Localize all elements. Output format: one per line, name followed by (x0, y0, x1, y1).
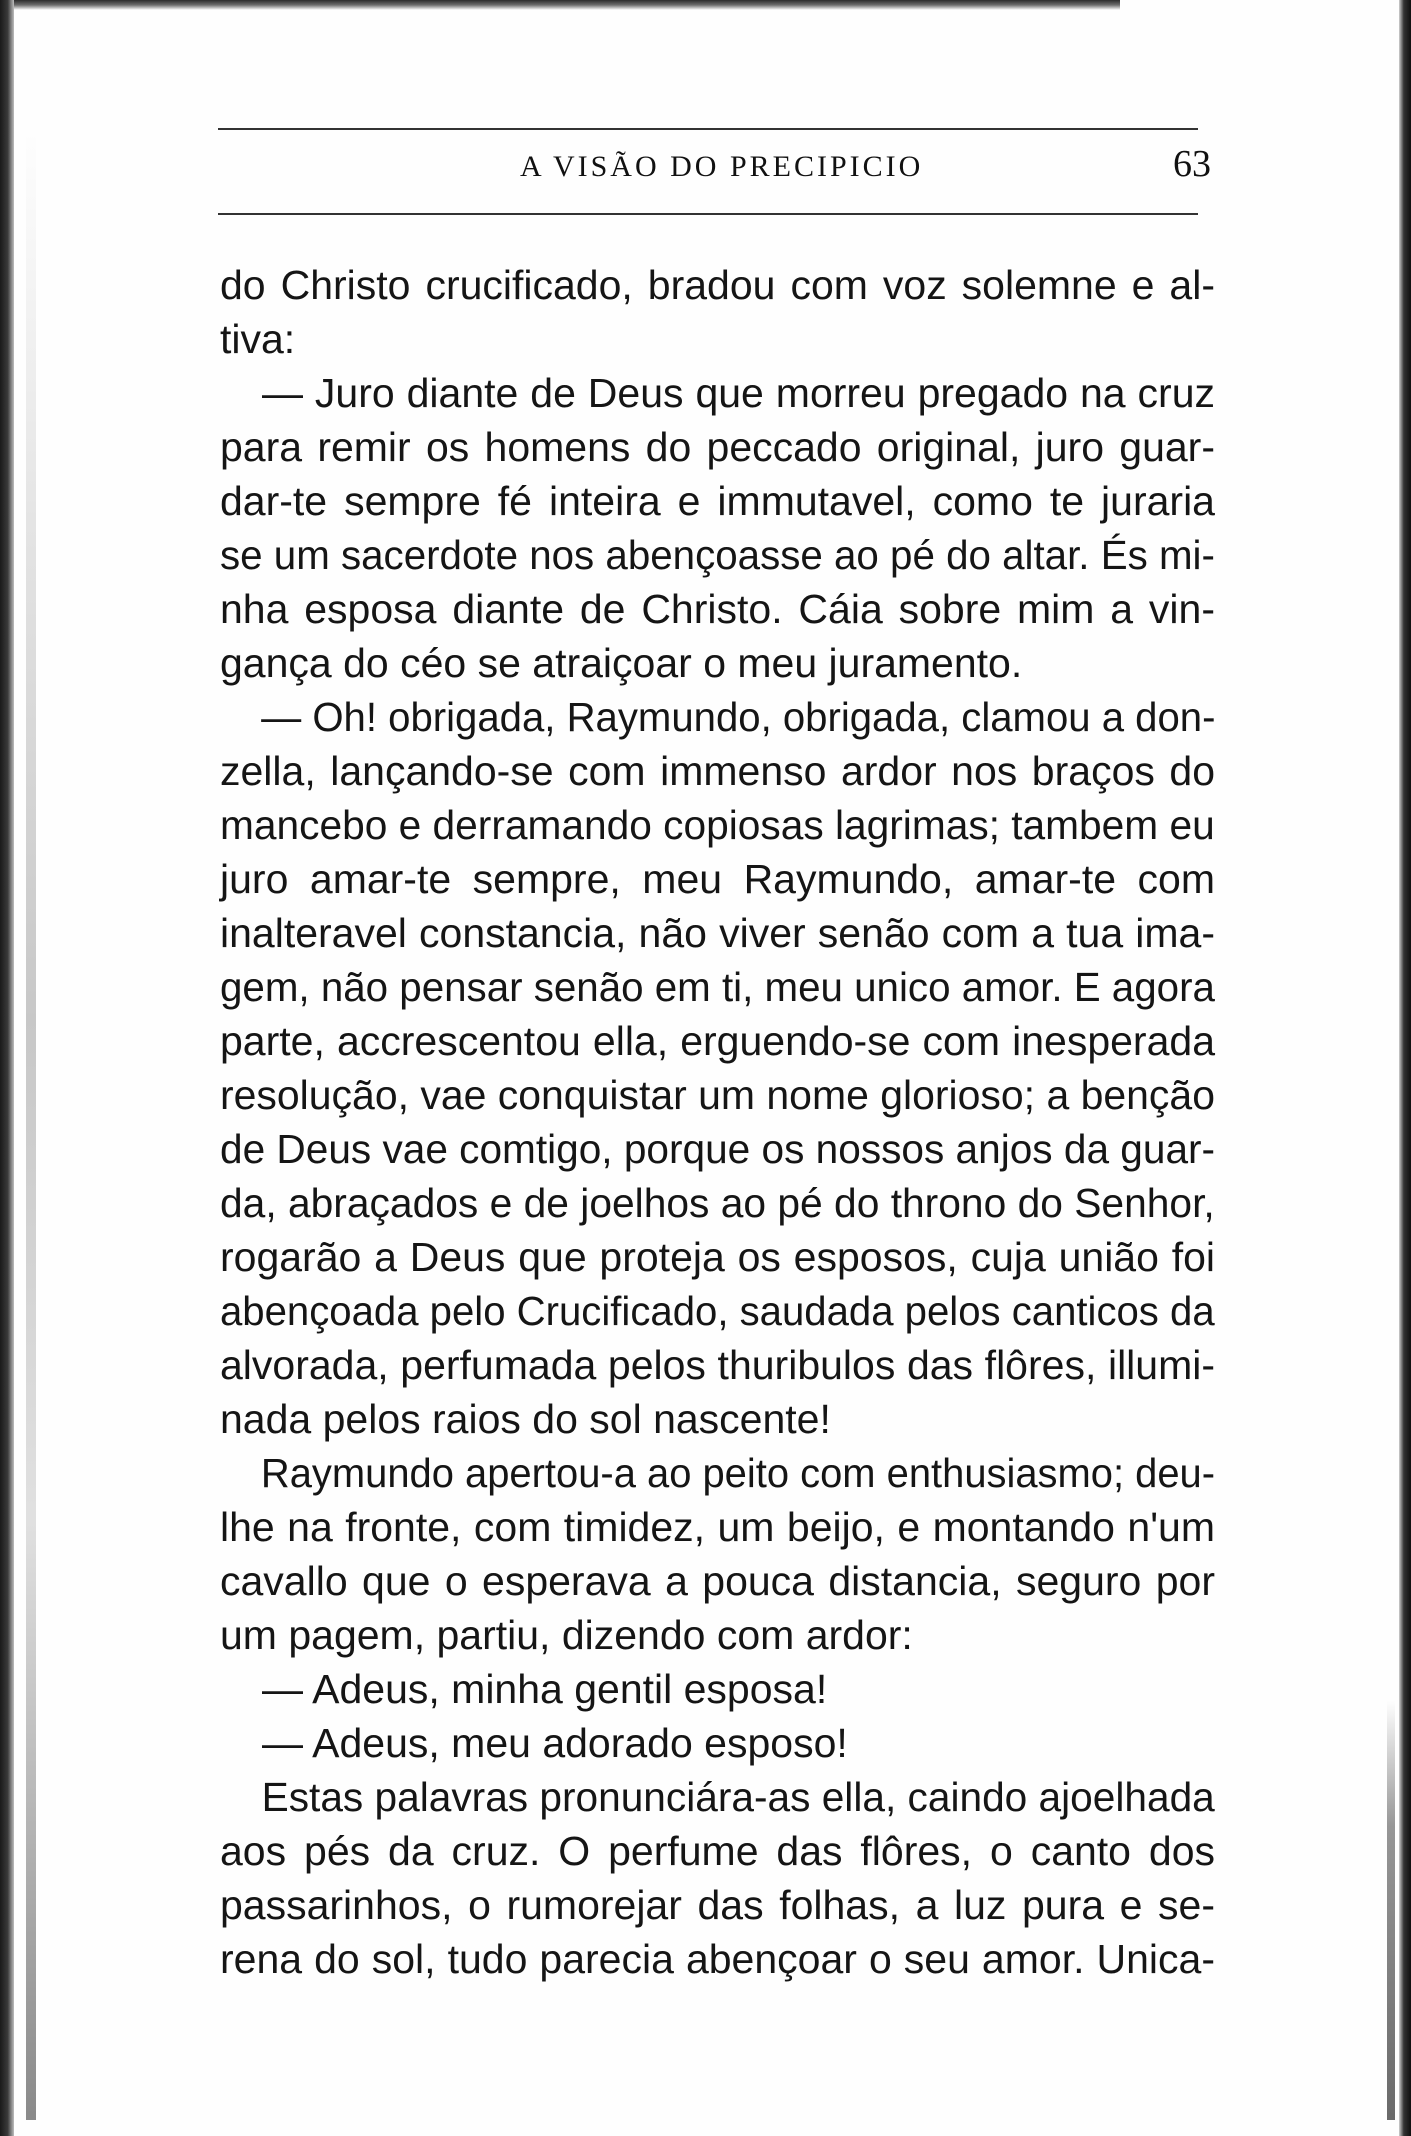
body-text (220, 258, 1215, 1986)
text-line: do Christo crucificado, bradou com voz solemne e al- (220, 262, 1215, 308)
text-line: passarinhos, o rumorejar das folhas, a luz pura e se- (220, 1882, 1215, 1928)
text-line: tiva: (220, 316, 296, 362)
text-line: rogarão a Deus que proteja os esposos, cuja união foi (220, 1234, 1215, 1280)
text-line: inalteravel constancia, não viver senão com a tua ima- (220, 910, 1215, 956)
text-line: gança do céo se atraiçoar o meu juramento. (220, 640, 1023, 686)
scan-edge-top (0, 0, 1120, 10)
text-line: se um sacerdote nos abençoasse ao pé do altar. És mi- (220, 532, 1215, 578)
text-line: — Adeus, meu adorado esposo! (262, 1720, 848, 1766)
scan-edge-mark (1387, 1700, 1395, 2120)
text-line: juro amar-te sempre, meu Raymundo, amar-te com (220, 856, 1215, 902)
header-rule-top (218, 128, 1198, 130)
text-line: Raymundo apertou-a ao peito com enthusiasmo; deu- (260, 1450, 1216, 1496)
text-line: lhe na fronte, com timidez, um beijo, e montando n'um (220, 1504, 1215, 1550)
text-line: — Oh! obrigada, Raymundo, obrigada, clamou a don- (261, 694, 1216, 740)
text-line: resolução, vae conquistar um nome glorioso; a benção (220, 1072, 1215, 1118)
running-title: A VISÃO DO PRECIPICIO (520, 150, 924, 183)
text-line: nada pelos raios do sol nascente! (220, 1396, 831, 1442)
text-line: parte, accrescentou ella, erguendo-se com inesperada (220, 1018, 1215, 1064)
text-line: de Deus vae comtigo, porque os nossos anjos da guar- (220, 1126, 1216, 1172)
scan-edge-left (0, 0, 14, 2136)
page-number: 63 (1173, 143, 1211, 185)
text-line: alvorada, perfumada pelos thuribulos das flôres, illumi- (220, 1342, 1215, 1388)
text-line: um pagem, partiu, dizendo com ardor: (220, 1612, 913, 1658)
text-line: rena do sol, tudo parecia abençoar o seu amor. Unica- (220, 1936, 1215, 1982)
text-line: aos pés da cruz. O perfume das flôres, o canto dos (220, 1828, 1215, 1874)
text-line: Estas palavras pronunciára-as ella, caindo ajoelhada (261, 1774, 1215, 1820)
text-line: gem, não pensar senão em ti, meu unico amor. E agora (220, 964, 1215, 1010)
text-line: para remir os homens do peccado original, juro guar- (220, 424, 1215, 470)
text-line: nha esposa diante de Christo. Cáia sobre mim a vin- (220, 586, 1215, 632)
text-line: zella, lançando-se com immenso ardor nos braços do (220, 748, 1215, 794)
text-line: da, abraçados e de joelhos ao pé do throno do Senhor, (220, 1180, 1215, 1226)
text-line: mancebo e derramando copiosas lagrimas; tambem eu (220, 802, 1215, 848)
scan-edge-right (1399, 0, 1411, 2136)
text-line: abençoada pelo Crucificado, saudada pelos canticos da (220, 1288, 1215, 1334)
scan-gutter-shadow (26, 120, 36, 2120)
text-line: — Juro diante de Deus que morreu pregado na cruz (262, 370, 1215, 416)
text-line: cavallo que o esperava a pouca distancia, seguro por (220, 1558, 1215, 1604)
text-line: — Adeus, minha gentil esposa! (262, 1666, 828, 1712)
text-line: dar-te sempre fé inteira e immutavel, como te juraria (220, 478, 1215, 524)
header-rule-bottom (218, 213, 1198, 215)
